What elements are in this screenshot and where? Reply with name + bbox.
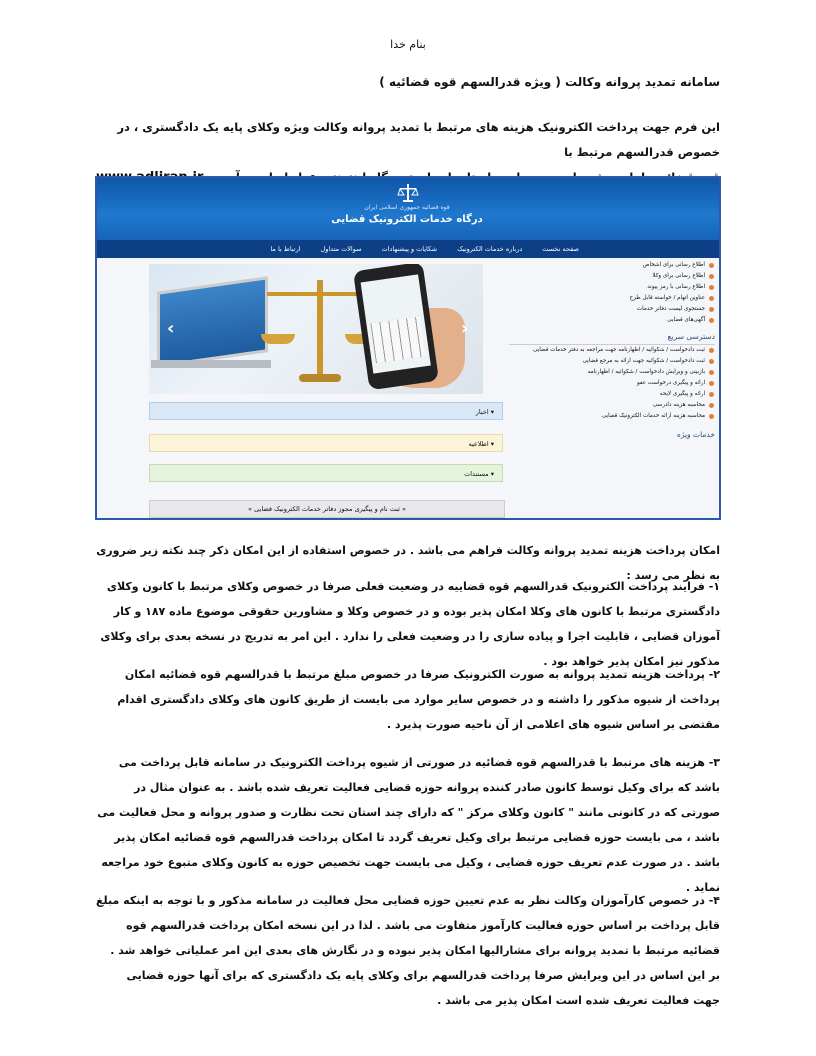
body-paragraph-4: ۴- در خصوص کارآموزان وکالت نظر به عدم تعیین حوزه قضایی محل فعالیت در سامانه مذکور و با توجه به اینکه مبلغ قابل پرداخت بر اساس حوزه فعالیت کارآموز متفاوت می باشد . لذا در این نسخه امکان پرداخت قدرالسهم قوه قضائیه مرتبط با تمدید پروانه برای مشاراليها امکان پذیر نبوده و در نگارش های بعدی این امر عملیاتی خواهد شد . بر این اساس در این ویرایش صرفا پرداخت قدرالسهم برای وکلای پایه یک دادگستری که برای آنها حوزه قضایی جهت فعالیت تعریف شده است امکان پذیر می باشد . [96, 894, 720, 1007]
services-list [509, 260, 715, 326]
nav-home[interactable]: صفحه نخست [542, 245, 579, 253]
nav-complaints[interactable]: شکایات و پیشنهادات [381, 245, 438, 253]
quick-access-list [509, 345, 715, 422]
nav-faq[interactable]: سوالات متداول [320, 245, 362, 253]
bismillah-heading: بنام خدا [390, 38, 426, 51]
banner-next-arrow-icon[interactable]: › [461, 318, 469, 339]
laptop-base [151, 360, 271, 368]
service-item[interactable]: اطلاع رسانی با رمز پیوند [509, 282, 715, 293]
quick-access-item[interactable]: ارائه و پیگیری درخواست عفو [509, 378, 715, 389]
portal-sidebar [509, 260, 715, 439]
quick-access-heading: دسترسی سریع [509, 332, 715, 345]
portal-banner-image [149, 264, 483, 394]
news-box-label: اخبار [475, 408, 489, 416]
quick-access-item[interactable]: ثبت دادخواست / شکوائیه جهت ارائه به مرجع قضایی [509, 356, 715, 367]
service-item[interactable]: اطلاع رسانی برای اشخاص [509, 260, 715, 271]
portal-header [97, 178, 719, 240]
quick-access-item[interactable]: بازبینی و ویرایش دادخواست / شکوائیه / اظهارنامه [509, 367, 715, 378]
documents-box-label: مستندات [464, 470, 489, 478]
service-item[interactable]: عناوین اتهام / خواسته قابل طرح [509, 293, 715, 304]
quick-access-item[interactable]: ارائه و پیگیری لایحه [509, 389, 715, 400]
service-item[interactable]: آگهی‌های قضایی [509, 315, 715, 326]
body-paragraph-intro: امکان پرداخت هزینه تمدید پروانه وکالت فراهم می باشد . در خصوص استفاده از این امکان ذکر چند نکته زیر ضروری به نظر می رسد : [96, 544, 720, 582]
page-title: سامانه تمدید پروانه وکالت ( ویژه قدرالسهم قوه قضائیه ) [379, 75, 720, 89]
phone-keyboard [370, 317, 425, 364]
special-services-heading: خدمات ویژه [676, 430, 715, 439]
quick-access-item[interactable]: ثبت دادخواست / شکوائیه / اظهارنامه جهت مراجعه به دفتر خدمات قضایی [509, 345, 715, 356]
scale-pan-left [261, 334, 295, 344]
portal-logo-subtitle: قوه قضائیه جمهوری اسلامی ایران [364, 204, 450, 211]
body-paragraph-1: ۱- فرایند پرداخت الکترونیک قدرالسهم قوه قضاییه در وضعیت فعلی صرفا در خصوص وکلای مرتبط با کانون وکلای دادگستری مرتبط با کانون های وکلا امکان پذیر بوده و در خصوص وکلا و مشاورین حقوقی موضوع ماده ۱۸۷ و کار آموزان قضایی ، قابلیت اجرا و پیاده سازی را در وضعیت فعلی را ندارد . این امر به تدریج در نسخه بعدی برای وکلای مذکور نیز امکان پذیر خواهد بود . [100, 580, 720, 668]
portal-logo-title: درگاه خدمات الکترونیک قضایی [331, 214, 483, 225]
judiciary-emblem-icon [397, 182, 419, 204]
nav-about[interactable]: درباره خدمات الکترونیک [457, 245, 523, 253]
news-box[interactable]: ▾ اخبار [149, 402, 503, 420]
scale-foot [299, 374, 341, 382]
documents-box[interactable]: ▾ مستندات [149, 464, 503, 482]
body-paragraph-2: ۲- پرداخت هزینه تمدید پروانه به صورت الکترونیک صرفا در خصوص مبلغ مرتبط با قدرالسهم قوه قضائیه امکان پرداخت از شیوه مذکور را داشته و در خصوص سایر موارد می بایست از طریق کانون های وکلای دادگستری اقدام مقتضی بر اساس شیوه های اعلامی از آن ناحیه صورت پذیرد . [117, 668, 720, 731]
service-item[interactable]: اطلاع رسانی برای وکلا [509, 271, 715, 282]
quick-access-item[interactable]: محاسبه هزینه دادرسی [509, 400, 715, 411]
phone-screen [361, 274, 431, 373]
portal-body [97, 258, 719, 520]
announcements-box[interactable]: ▾ اطلاعیه [149, 434, 503, 452]
portal-screenshot [95, 176, 721, 520]
registration-link[interactable]: « ثبت نام و پیگیری مجوز دفاتر خدمات الکترونیک قضایی » [149, 500, 505, 518]
announcements-box-label: اطلاعیه [468, 440, 489, 448]
banner-prev-arrow-icon[interactable]: ‹ [167, 318, 175, 339]
service-item[interactable]: جستجوی لیست دفاتر خدمات [509, 304, 715, 315]
body-paragraph-3: ۳- هزینه های مرتبط با قدرالسهم قوه قضائیه در صورتی از شیوه پرداخت الکترونیک در سامانه قابل پرداخت می باشد که برای وکیل توسط کانون صادر کننده پروانه حوزه قضایی فعالیت تعریف شده باشد . به عنوان مثال در صورتی که در کانونی مانند " کانون وکلای مرکز " که دارای چند استان تحت نظارت و صدور پروانه و محل فعالیت می باشد ، می بایست حوزه قضایی مرتبط برای وکیل تعریف گردد تا امکان پرداخت قدرالسهم قوه قضائیه امکان پذیر باشد . در صورت عدم تعریف حوزه قضایی ، وکیل می بایست جهت تخصیص حوزه به کانون وکلای متبوع خود مراجعه نماید . [97, 756, 720, 894]
phone-illustration [353, 264, 439, 390]
scale-post [317, 280, 323, 376]
portal-nav [97, 240, 719, 258]
intro-line-1: این فرم جهت پرداخت الکترونیک هزینه های مرتبط با تمدید پروانه وکالت ویژه وکلای پایه یک دادگستری ، در خصوص قدرالسهم مرتبط با [117, 120, 720, 159]
quick-access-item[interactable]: محاسبه هزینه ارائه خدمات الکترونیک قضایی [509, 411, 715, 422]
nav-contact[interactable]: ارتباط با ما [270, 245, 301, 253]
